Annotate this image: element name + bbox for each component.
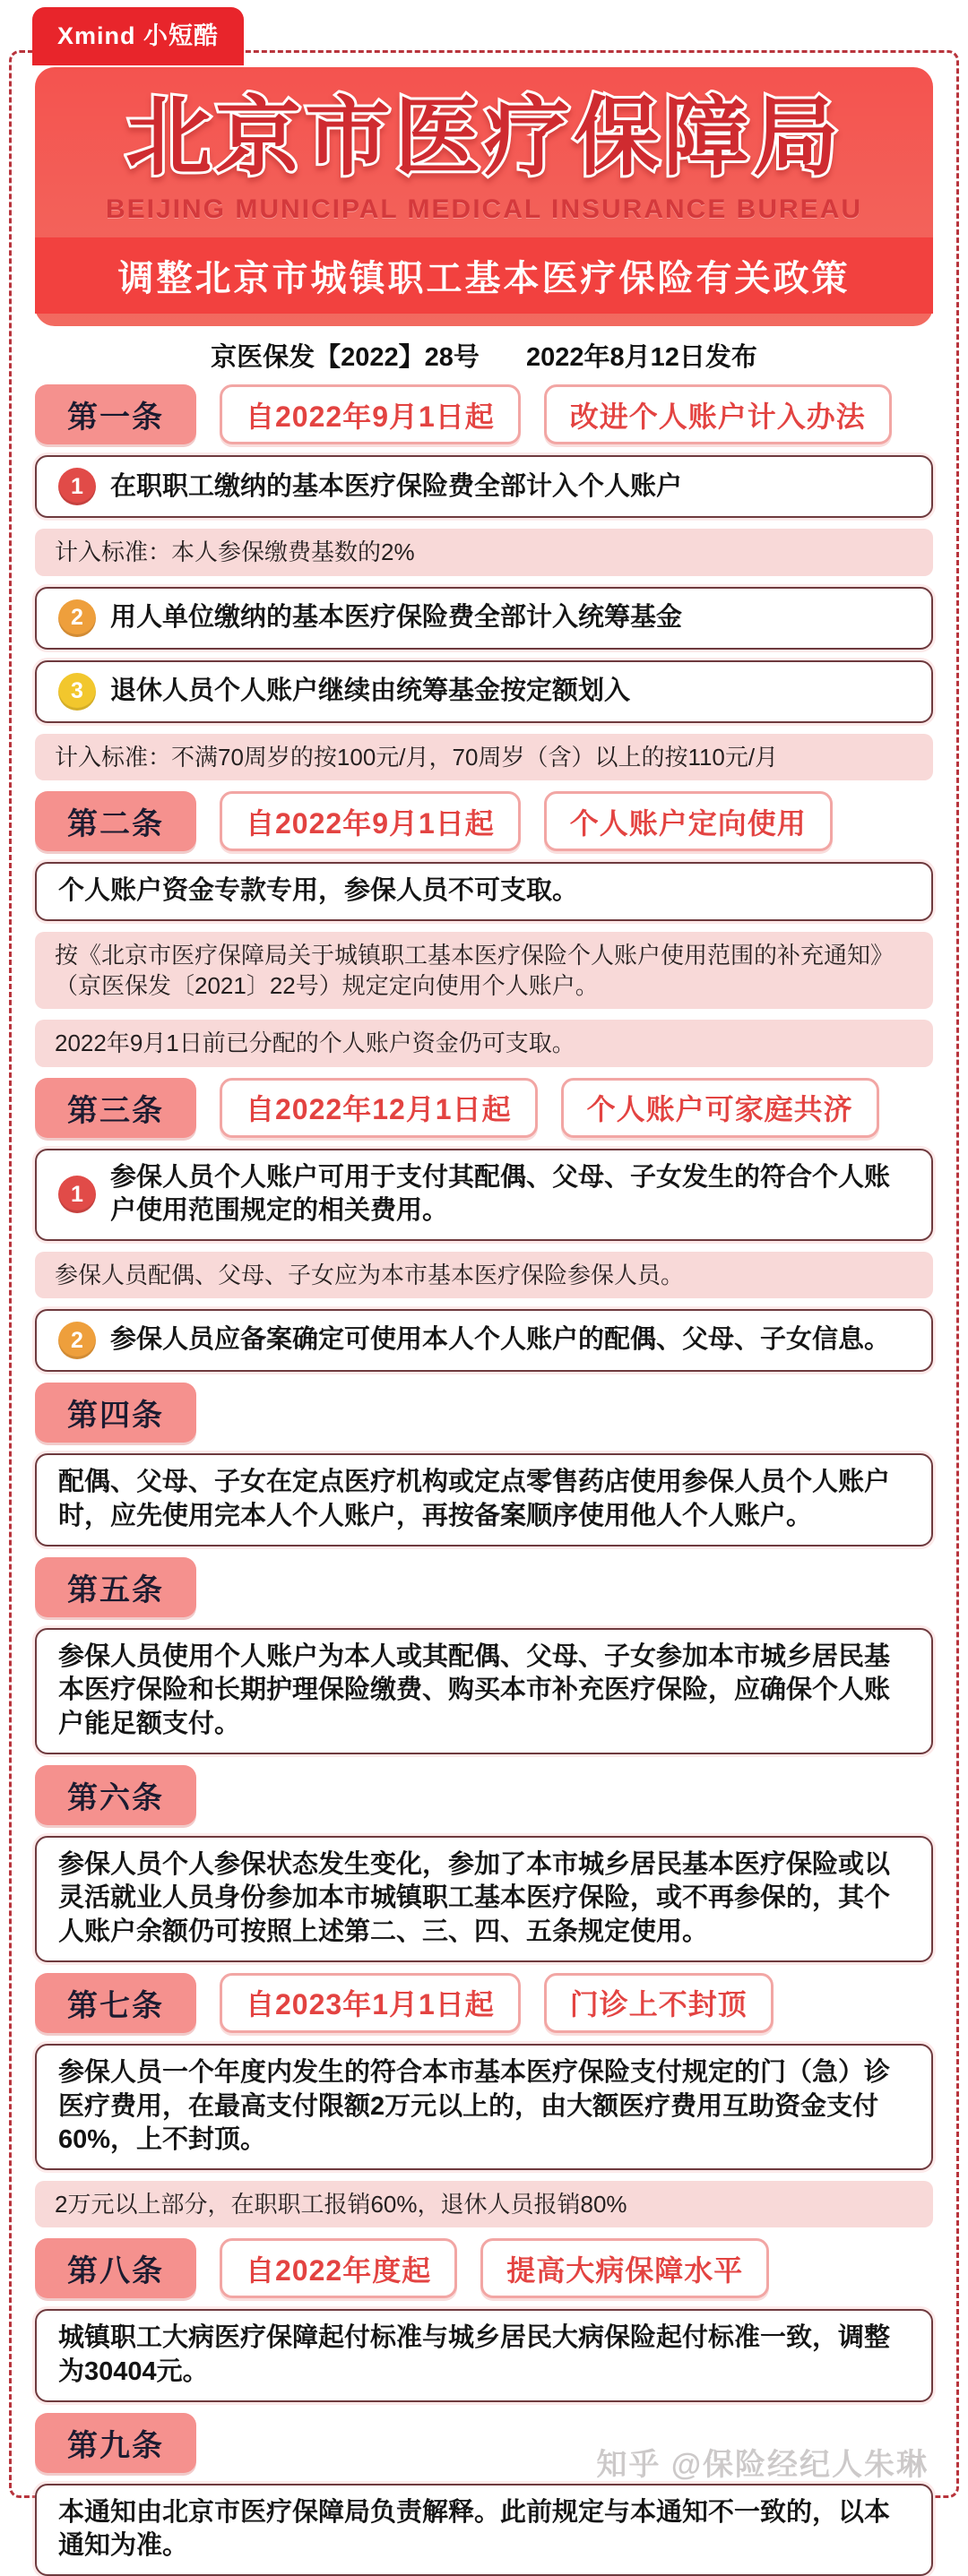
- note-strip: 2022年9月1日前已分配的个人账户资金仍可支取。: [35, 1020, 933, 1066]
- section-items: [35, 2484, 933, 2576]
- item-number-badge: 1: [58, 1176, 96, 1213]
- content-box: 参保人员一个年度内发生的符合本市基本医疗保险支付规定的门（急）诊医疗费用，在最高支付限额2万元以上的，由大额医疗费用互助资金支付60%，上不封顶。: [35, 2044, 933, 2170]
- page-title: 北京市医疗保障局: [125, 90, 843, 185]
- poster-frame: [9, 50, 959, 2561]
- item-text: 用人单位缴纳的基本医疗保险费全部计入统筹基金: [110, 602, 683, 632]
- section-header: [35, 1557, 933, 1617]
- content-box: [35, 1149, 933, 1241]
- document-meta: [35, 337, 933, 374]
- section-date-tag: 自2022年9月1日起: [220, 791, 521, 851]
- item-text: 参保人员个人账户可用于支付其配偶、父母、子女发生的符合个人账户使用范围规定的相关费用。: [110, 1162, 891, 1226]
- note-strip: 按《北京市医疗保障局关于城镇职工基本医疗保险个人账户使用范围的补充通知》（京医保发〔2021〕22号）规定定向使用个人账户。: [35, 932, 933, 1010]
- section-date-tag: 自2023年1月1日起: [220, 1973, 521, 2033]
- section-7: [35, 1973, 933, 2227]
- section-badge: 第七条: [35, 1973, 196, 2033]
- header-hero: [35, 67, 933, 326]
- section-header: [35, 791, 933, 851]
- note-strip: 计入标准：本人参保缴费基数的2%: [35, 529, 933, 575]
- section-badge: 第九条: [35, 2413, 196, 2473]
- sections: [35, 384, 933, 2576]
- note-strip: 参保人员配偶、父母、子女应为本市基本医疗保险参保人员。: [35, 1252, 933, 1298]
- content-box: 参保人员个人参保状态发生变化，参加了本市城乡居民基本医疗保险或以灵活就业人员身份参加本市城镇职工基本医疗保险，或不再参保的，其个人账户余额仍可按照上述第二、三、四、五条规定使用。: [35, 1836, 933, 1962]
- section-items: [35, 862, 933, 1067]
- section-badge: 第五条: [35, 1557, 196, 1617]
- item-text: 参保人员应备案确定可使用本人个人账户的配偶、父母、子女信息。: [110, 1325, 891, 1355]
- section-date-tag: 自2022年9月1日起: [220, 384, 521, 444]
- section-topic-tag: 门诊上不封顶: [544, 1973, 774, 2033]
- section-badge: 第二条: [35, 791, 196, 851]
- publish-date: 2022年8月12日发布: [525, 343, 757, 373]
- section-items: [35, 455, 933, 780]
- section-badge: 第六条: [35, 1765, 196, 1825]
- content-box: 参保人员使用个人账户为本人或其配偶、父母、子女参加本市城乡居民基本医疗保险和长期护理保险缴费、购买本市补充医疗保险，应确保个人账户能足额支付。: [35, 1628, 933, 1754]
- section-items: [35, 1149, 933, 1373]
- section-header: [35, 384, 933, 444]
- section-6: [35, 1765, 933, 1962]
- item-number-badge: 1: [58, 468, 96, 505]
- section-header: [35, 2238, 933, 2298]
- section-badge: 第四条: [35, 1383, 196, 1443]
- section-header: [35, 1383, 933, 1443]
- section-items: [35, 1836, 933, 1962]
- content-box: [35, 455, 933, 518]
- section-header: [35, 1078, 933, 1138]
- section-topic-tag: 个人账户可家庭共济: [561, 1078, 879, 1138]
- item-text: 在职职工缴纳的基本医疗保险费全部计入个人账户: [110, 471, 683, 501]
- content-box: 本通知由北京市医疗保障局负责解释。此前规定与本通知不一致的，以本通知为准。: [35, 2484, 933, 2576]
- section-items: [35, 2044, 933, 2227]
- item-number-badge: 2: [58, 1322, 96, 1359]
- section-header: [35, 1973, 933, 2033]
- item-text: 退休人员个人账户继续由统筹基金按定额划入: [110, 676, 631, 705]
- section-badge: 第一条: [35, 384, 196, 444]
- section-5: [35, 1557, 933, 1754]
- section-topic-tag: 改进个人账户计入办法: [544, 384, 892, 444]
- content-box: [35, 660, 933, 723]
- section-date-tag: 自2022年12月1日起: [220, 1078, 538, 1138]
- section-items: [35, 2309, 933, 2401]
- section-9: [35, 2413, 933, 2576]
- policy-banner: 调整北京市城镇职工基本医疗保险有关政策: [35, 237, 933, 314]
- doc-number: 京医保发【2022】28号: [211, 343, 480, 373]
- zhihu-watermark: 知乎 @保险经纪人朱琳: [596, 2448, 929, 2482]
- section-8: [35, 2238, 933, 2401]
- page-subtitle-en: BEIJING MUNICIPAL MEDICAL INSURANCE BUREAU: [105, 194, 863, 225]
- section-header: [35, 1765, 933, 1825]
- section-3: [35, 1078, 933, 1373]
- section-4: [35, 1383, 933, 1546]
- section-topic-tag: 提高大病保障水平: [480, 2238, 769, 2298]
- note-strip: 2万元以上部分，在职职工报销60%，退休人员报销80%: [35, 2181, 933, 2227]
- section-topic-tag: 个人账户定向使用: [544, 791, 833, 851]
- section-date-tag: 自2022年度起: [220, 2238, 457, 2298]
- section-items: [35, 1453, 933, 1546]
- section-badge: 第三条: [35, 1078, 196, 1138]
- content-box: 城镇职工大病医疗保障起付标准与城乡居民大病保险起付标准一致，调整为30404元。: [35, 2309, 933, 2401]
- section-badge: 第八条: [35, 2238, 196, 2298]
- content-box: [35, 1309, 933, 1372]
- content-box: 个人账户资金专款专用，参保人员不可支取。: [35, 862, 933, 921]
- content-box: [35, 587, 933, 650]
- section-2: [35, 791, 933, 1067]
- section-1: [35, 384, 933, 780]
- content-box: 配偶、父母、子女在定点医疗机构或定点零售药店使用参保人员个人账户时，应先使用完本人个人账户，再按备案顺序使用他人个人账户。: [35, 1453, 933, 1546]
- item-number-badge: 2: [58, 599, 96, 637]
- section-items: [35, 1628, 933, 1754]
- item-number-badge: 3: [58, 673, 96, 711]
- xmind-app-badge: Xmind 小短酷: [32, 7, 244, 65]
- note-strip: 计入标准：不满70周岁的按100元/月，70周岁（含）以上的按110元/月: [35, 734, 933, 780]
